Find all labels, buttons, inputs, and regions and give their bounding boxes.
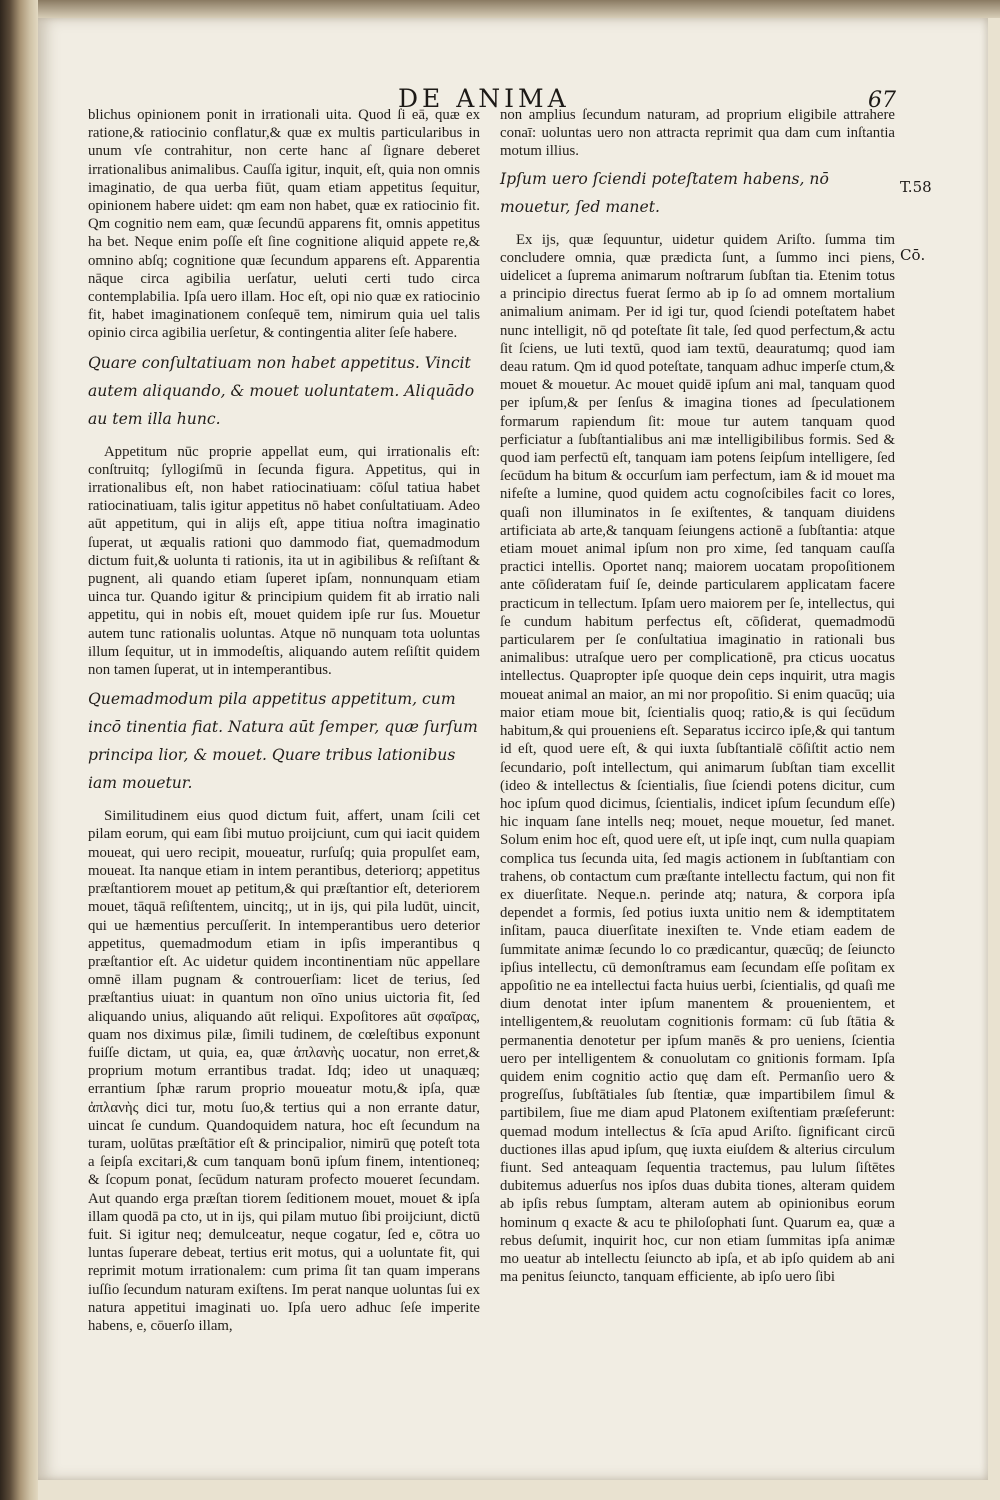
- margin-note-commentary-ref: Cō.: [900, 246, 926, 264]
- page-number: 67: [868, 88, 896, 113]
- page-top-edge: [38, 0, 1000, 18]
- paragraph: Appetitum nūc proprie appellat eum, qui irrationalis eſt: conſtruitq; ſyllogiſmū in ſecunda figura. Appetitus, qui in irrationalibus eſt, non habet ratiocinatiuam: cōſul tatiua habet ratiocinatiuam, talis igitur appetitus nō habet conſultatiuam. Adeo aūt appetitum, qui in alijs eſt, appe titiua noſtra imaginatio ſuperat, ut æqualis rationi quo dammodo fiat, quemadmodum dictum fuit,& uolunta ti rationis, ita ut in agibilibus & reſiſtant & pugnent, ali quando etiam ſuperet ipſam, nonnunquam etiam uinca tur. Quando igitur & principium quidem fit ab irratio nali appetitu, qui in nobis eſt, mouet quidem ipſe rur ſus. Mouetur autem tunc rationalis uoluntas. Atque nō nunquam tota uoluntas illum ſequitur, ut in immodeſtis, aliquando autem reſiſtit quidem non tamen ſuperat, ut in intemperantibus.: [88, 443, 480, 679]
- paragraph: blichus opinionem ponit in irrationali uita. Quod ſi eā, quæ ex ratione,& ratiocinio conflatur,& quæ ex multis particularibus in unum vſe contrahitur, non certe hanc aſ ſignare deberet irrationalibus animalibus. Cauſſa igitur, inquit, eſt, quia non omnis imaginatio, de qua uerba fiūt, quam etiam appetitus ſequitur, opinionem habere uidet: qm eam non habet, quæ ex ratiocinio fit. Qm cognitio nem eam, quæ ſecundū apparens fit, omnis appetitus ha bet. Neque enim poſſe eſt ſine cognitione aliquid appete re,& omnino abſq; cognitione quæ ſecundum apparens eſt. Apparentia nāque circa agibilia uerſatur, ueluti certi tudo circa contemplabilia. Ipſa uero illam. Hoc eſt, opi nio quæ ex ratiocinio fit, habet imaginationem conſequē tem, nimirum quia uel talis opinio circa agibilia uerſetur, & contingentia aliter ſeſe habere.: [88, 107, 480, 342]
- running-head: DE ANIMA: [398, 84, 570, 113]
- right-column: [500, 106, 895, 1286]
- paragraph: Ex ijs, quæ ſequuntur, uidetur quidem Ariſto. ſumma tim concludere omnia, quæ prædicta ſunt, a ſummo inci piens, uidelicet a ſuprema animarum noſtrarum ſubſtan tia. Etenim totus a principio directus fuerat ſermo ab ip ſo ad omnem mortalium animalium animam. Per id igi tur, quod ſciendi poteſtatem habet nunc intelligit, nō qd poteſtate ſit tale, ſed quod perfectum,& actu ſit ſciens, ue luti textū, quod iam textū, deauratumq; quod iam deau ratum. Qm id quod poteſtate, tanquam adhuc imperſe ctum,& mouet & mouetur. Ac mouet quidē ipſum ani mal, tanquam quod per ipſum,& per ſenſus & imagina tiones ad ſpeculationem formarum rapiendum ſit: moue tur autem tanquam quod perficiatur a ſubſtantialibus ani mæ intelligibilibus formis. Sed & quod iam perfectū eſt, tanquam iam potens ſeipſum intelligere, ſed ſecūdum ha bitum & occurſum iam perfectum, iam & id mouet ma nifeſte a lumine, quod quidem actu cognoſcibiles facit co lores, quaſi non illuminatos in ſe exiſtentes, & tanquam diuidens artificiata ab arte,& tanquam ſeiungens actionē a ſubſtantia: atque etiam mouet animal ipſum non pro xime, ſed tanquam cauſſa practici intellis. Oportet nanq; maiorem uocatam propoſitionem ante cōſideratam fuiſ ſe, deinde particularem applicatam facere practicum in tellectum. Ipſam uero maiorem per ſe, intellectus, qui ſe cundum habitum perfectus eſt, cōſiderat, quemadmodū particularem per ſe conſultatiua imaginatio in rationali bus animalibus: utraſque uero per complicationē, pra cticus uocatus intellectus. Quapropter ipſe quoque dein ceps inquirit, utra magis moueat animal an maior, an mi nor propoſitio. Si enim quacūq; uia maior etiam moue bit, ſcientialis quoq; ratio,& is qui ſecūdum habitum,& qui proueniens eſt. Separatus iccirco ipſe,& qui tantum id eſt, quod uere eſt, & qui iuxta ſubſtantialē cōſiſtit actio nem ſecundario, poſt intellectum, qui animarum ſubſtan tiam excellit (ideo & intellectus & ſcientialis, ſiue ſciendi potens dicitur, cum hoc ipſum quod dicimus, ſcientialis, indicet ipſum ſecundum eſſe) hic inquam ſane intells neq; mouet, neque mouetur, ſed manet. Solum enim hoc eſt, quod uere eſt, ut ipſe inqt, cum nulla quapiam complica tus ſecunda uita, ſed magis actionem in ſubſtantiam con trahens, ob contactum cum præſtante intellectu factum, qui non fit ex diuerſitate. Neque.n. perinde atq; natura, & corpora ipſa dependet a formis, ſed potius iuxta unitio nem & idemptitatem inſitam, pauca diuerſitate inexiſten te. Vnde etiam eadem de ſummitate animæ ſecundo lo co prædicantur, quæcūq; de ſeiuncto ipſius intellectu, cū demonſtramus eam ſecundam eſſe poſitam ex appoſitio ne ea intellectui facta huius uerbi, ſcientialis, qd quaſi me dium denotat inter ipſum manentem & prouenientem, et intelligentem,& reuolutam cognitionis formam: cū ſub ſtātia & permanentia denotetur per ipſum manēs & pro ueniens, ſcientia uero per intelligentem & conuolutam co gnitionis formam. Ipſa quidem enim cognitio actio quę dam eſt. Permanſio uero & progreſſus, ſubſtātiales ſub ſtentiæ, quæ impartibilem ſimul & partibilem, ſiue me diam apud Platonem exiſtentiam præſeferunt: quemad modum intellectus & ſcīa apud Ariſto. ſignificant circū ductiones illas apud ipſum, quę iuxta eiuſdem & alterius circulum fiunt. Sed anteaquam ſequentia tractemus, pau lulum ſiſtētes dubitemus aduerſus nos ipſos duas dubita tiones, alteram quidem ab ipſis rebus ſumptam, alteram autem ab opinionibus eorum hominum q exacte & acu te philoſophati ſunt. Quarum ea, quæ a rebus deſumit, inquirit hoc, cur non etiam ſummitas ipſa animæ mo ueatur ab intellectu ſeiuncto ab ipſa, et ab ipſo quidem ab ani ma penitus ſeiuncto, tanquam efficiente, ab ipſo uero ſibi: [500, 231, 895, 1286]
- lemma-quotation: Quemadmodum pila appetitus appetitum, cum incō tinentia fiat. Natura aūt ſemper, quæ ſurſum principa lior, & mouet. Quare tribus lationibus iam mouetur.: [88, 690, 478, 793]
- left-column: [88, 106, 480, 1335]
- paragraph: non amplius ſecundum naturam, ad proprium eligibile attrahere conaī: uoluntas uero non attracta reprimit qua dam cum inſtantia motum illius.: [500, 107, 895, 160]
- paragraph: Similitudinem eius quod dictum fuit, affert, unam ſcili cet pilam eorum, qui eam ſibi mutuo proijciunt, cum qui iacit quidem moueat, qui uero recipit, moueatur, rurſuſq; quia propulſet eam, moueat. Ita nanque etiam in intem perantibus, deteriorq; appetitus præſtantiorem mouet ap petitum,& qui præſtantior eſt, deteriorem mouet, tāquā reſiſtentem, uincitq;, ut in ijs, qui pila ludūt, uincit, qui ue hæmentius percuſſerit. In intemperantibus uero deterior appetitus, quemadmodum etiam in ipſis imperantibus q præſtantior eſt. Ac uidetur quidem incontinentiam nūc appellare omnē illam pugnam & controuerſiam: licet de terius, ſed præſtantius uiuat: in quantum non oīno unius uictoria fit, ſed aliquando unius, aliquando aūt reliqui. Expoſitores aūt σφαῖρας, quam nos diximus pilæ, ſimili tudinem, de cœleſtibus exponunt fuiſſe dictam, ut quia, ea, quæ ἀπλανὴς uocatur, non erret,& proprium motum errantibus tradat. Idq; ideo ut unaquæq; errantium ſphæ rarum proprio moueatur motu,& ipſa, quæ ἀπλανὴς dici tur, motu ſuo,& tertius qui a non errante datur, uincat ſe cundum. Quandoquidem natura, hoc eſt ſecundum na turam, uolūtas præſtātior eſt & principalior, nimirū quę poteſt tota a ſeipſa excitari,& cum tanquam bonū ipſum finem, intentioneq; & ſcopum ponat, ſecūdum naturam profecto moueret ſecundam. Aut quando erga præſtan tiorem ſeditionem mouet, mouet & ipſa illam quodā pa cto, ut in ijs, qui pilam mutuo ſibi proijciunt, dictū fuit. Si igitur neq; demulceatur, neque cogatur, ſed e, cōtra uo luntas ſuperare debeat, tertius erit motus, qui a uoluntate fit, qui reprimit motum irrationalem: cum prima ſit tan quam imperans iuſſio ſecundum naturam exiſtens. Im perat nanque uoluntas ſui ex natura appetitui imaginati uo. Ipſa uero adhuc ſeſe imperite habens, e, cōuerſo illam,: [88, 808, 480, 1334]
- lemma-quotation: Ipſum uero ſciendi poteſtatem habens, nō mouetur, ſed manet.: [500, 169, 829, 216]
- margin-note-text-ref: T.58: [900, 178, 932, 196]
- book-spine: [0, 0, 38, 1500]
- lemma-quotation: Quare conſultatiuam non habet appetitus. Vincit autem aliquando, & mouet uoluntatem. Aliquādo au tem illa hunc.: [88, 353, 475, 428]
